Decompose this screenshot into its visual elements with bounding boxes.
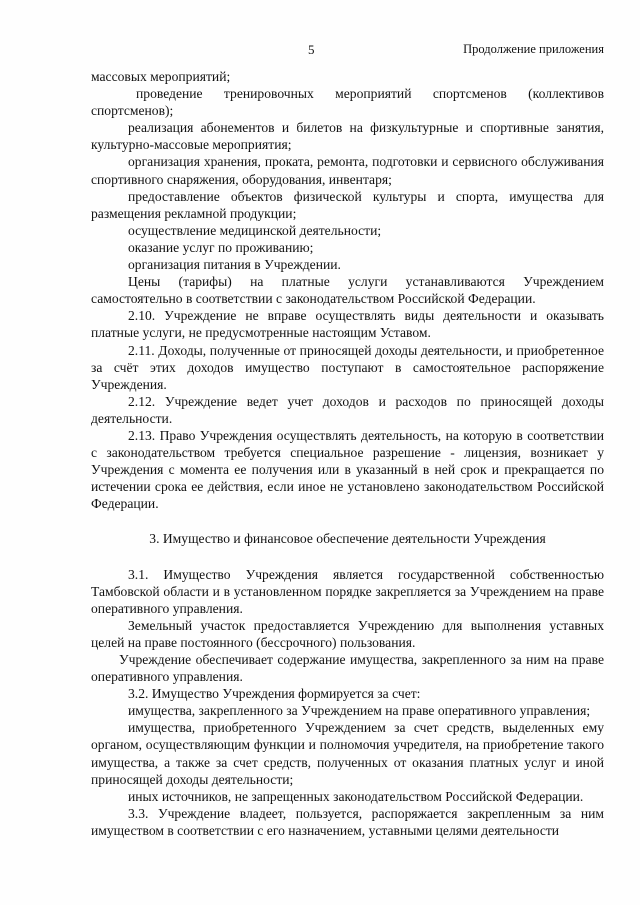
clause-3-1: 3.1. Имущество Учреждения является государственной собственностью Тамбовской области и в установленном порядке закрепляется за Учреждением на праве оперативного управления.: [91, 566, 604, 616]
paragraph: организация питания в Учреждении.: [128, 257, 341, 273]
paragraph: оказание услуг по проживанию;: [128, 239, 314, 255]
paragraph: Земельный участок предоставляется Учреждению для выполнения уставных целей на праве постоянного (бессрочного) пользования.: [91, 617, 604, 650]
page-number: 5: [308, 42, 315, 57]
clause-2-10: 2.10. Учреждение не вправе осуществлять виды деятельности и оказывать платные услуги, не предусмотренные настоящим Уставом.: [91, 308, 604, 341]
list-item: имущества, приобретенного Учреждением за счет средств, выделенных ему органом, осуществляющим функции и полномочия учредителя, на приобретение такого имущества, а также за счет средств, полученных от оказания платных услуг и иной приносящей доходы деятельности;: [91, 720, 604, 787]
clause-2-12: 2.12. Учреждение ведет учет доходов и расходов по приносящей доходы деятельности.: [91, 393, 604, 426]
list-item: иных источников, не запрещенных законодательством Российской Федерации.: [128, 788, 584, 804]
running-head: Продолжение приложения: [463, 42, 604, 56]
paragraph: предоставление объектов физической культуры и спорта, имущества для размещения рекламной продукции;: [91, 188, 604, 221]
list-item: имущества, закрепленного за Учреждением на праве оперативного управления;: [128, 703, 591, 719]
paragraph: осуществление медицинской деятельности;: [128, 222, 382, 238]
paragraph: массовых мероприятий;: [91, 69, 231, 84]
clause-3-3: 3.3. Учреждение владеет, пользуется, распоряжается закрепленным за ним имуществом в соответствии с его назначением, уставными целями деятельности: [91, 805, 604, 838]
paragraph: организация хранения, проката, ремонта, подготовки и сервисного обслуживания спортивного снаряжения, оборудования, инвентаря;: [91, 154, 604, 187]
clause-2-11: 2.11. Доходы, полученные от приносящей доходы деятельности, и приобретенное за счёт этих доходов имущество поступают в самостоятельное распоряжение Учреждения.: [91, 342, 604, 392]
document-body: [91, 68, 604, 839]
paragraph: проведение тренировочных мероприятий спортсменов (коллективов спортсменов);: [91, 86, 604, 119]
paragraph: реализация абонементов и билетов на физкультурные и спортивные занятия, культурно-массовые мероприятия;: [91, 120, 604, 153]
paragraph: Цены (тарифы) на платные услуги устанавливаются Учреждением самостоятельно в соответствии с законодательством Российской Федерации.: [91, 274, 604, 307]
clause-3-2: 3.2. Имущество Учреждения формируется за счет:: [128, 686, 421, 702]
clause-2-13: 2.13. Право Учреждения осуществлять деятельность, на которую в соответствии с законодательством требуется специальное разрешение - лицензия, возникает у Учреждения с момента ее получения или в указанный в ней срок и прекращается по истечении срока ее действия, если иное не установлено законодательством Российской Федерации.: [91, 427, 604, 512]
section-heading: 3. Имущество и финансовое обеспечение деятельности Учреждения: [149, 531, 546, 547]
paragraph: Учреждение обеспечивает содержание имущества, закрепленного за ним на праве оперативного управления.: [91, 652, 604, 685]
